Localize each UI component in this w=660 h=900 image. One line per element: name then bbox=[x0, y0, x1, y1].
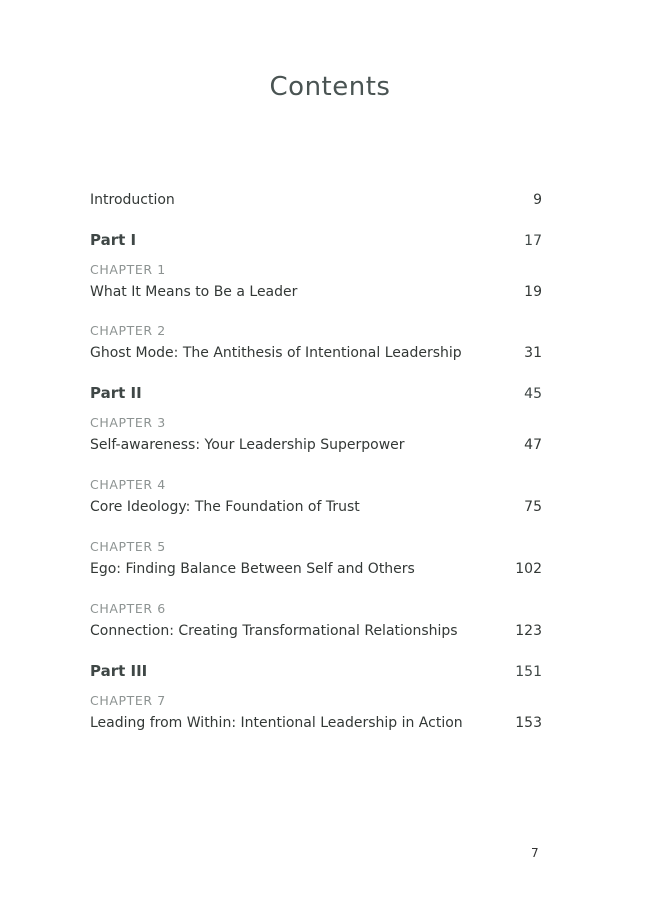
chapter-label: CHAPTER 1 bbox=[90, 262, 166, 277]
toc-chapter-1[interactable] bbox=[90, 284, 542, 300]
toc-part-3[interactable] bbox=[90, 662, 542, 680]
entry-page: 45 bbox=[524, 386, 542, 402]
chapter-label: CHAPTER 2 bbox=[90, 323, 166, 338]
entry-page: 31 bbox=[524, 345, 542, 361]
toc-chapter-7[interactable] bbox=[90, 715, 542, 731]
toc-chapter-3[interactable] bbox=[90, 437, 542, 453]
toc-chapter-6[interactable] bbox=[90, 623, 542, 639]
entry-page: 17 bbox=[524, 233, 542, 249]
chapter-label: CHAPTER 3 bbox=[90, 415, 166, 430]
toc-part-2[interactable] bbox=[90, 384, 542, 402]
chapter-label: CHAPTER 7 bbox=[90, 693, 166, 708]
entry-page: 47 bbox=[524, 437, 542, 453]
toc-chapter-2[interactable] bbox=[90, 345, 542, 361]
entry-page: 151 bbox=[515, 664, 542, 680]
toc-part-1[interactable] bbox=[90, 231, 542, 249]
part-title: Part III bbox=[90, 662, 148, 680]
entry-page: 153 bbox=[515, 715, 542, 731]
entry-page: 123 bbox=[515, 623, 542, 639]
chapter-label: CHAPTER 4 bbox=[90, 477, 166, 492]
entry-page: 102 bbox=[515, 561, 542, 577]
entry-title: Self-awareness: Your Leadership Superpower bbox=[90, 437, 405, 453]
page-title: Contents bbox=[269, 72, 391, 102]
part-title: Part I bbox=[90, 231, 137, 249]
entry-title: Ego: Finding Balance Between Self and Others bbox=[90, 561, 415, 577]
entry-page: 75 bbox=[524, 499, 542, 515]
entry-title: Ghost Mode: The Antithesis of Intentional Leadership bbox=[90, 345, 462, 361]
chapter-label: CHAPTER 5 bbox=[90, 539, 166, 554]
entry-title: Connection: Creating Transformational Relationships bbox=[90, 623, 458, 639]
entry-page: 9 bbox=[533, 192, 542, 208]
entry-title: Leading from Within: Intentional Leadership in Action bbox=[90, 715, 463, 731]
entry-title: Introduction bbox=[90, 192, 175, 208]
page-number: 7 bbox=[531, 846, 539, 860]
entry-page: 19 bbox=[524, 284, 542, 300]
part-title: Part II bbox=[90, 384, 142, 402]
chapter-label: CHAPTER 6 bbox=[90, 601, 166, 616]
toc-chapter-4[interactable] bbox=[90, 499, 542, 515]
entry-title: What It Means to Be a Leader bbox=[90, 284, 298, 300]
toc-chapter-5[interactable] bbox=[90, 561, 542, 577]
toc-entry-introduction[interactable] bbox=[90, 192, 542, 208]
entry-title: Core Ideology: The Foundation of Trust bbox=[90, 499, 360, 515]
